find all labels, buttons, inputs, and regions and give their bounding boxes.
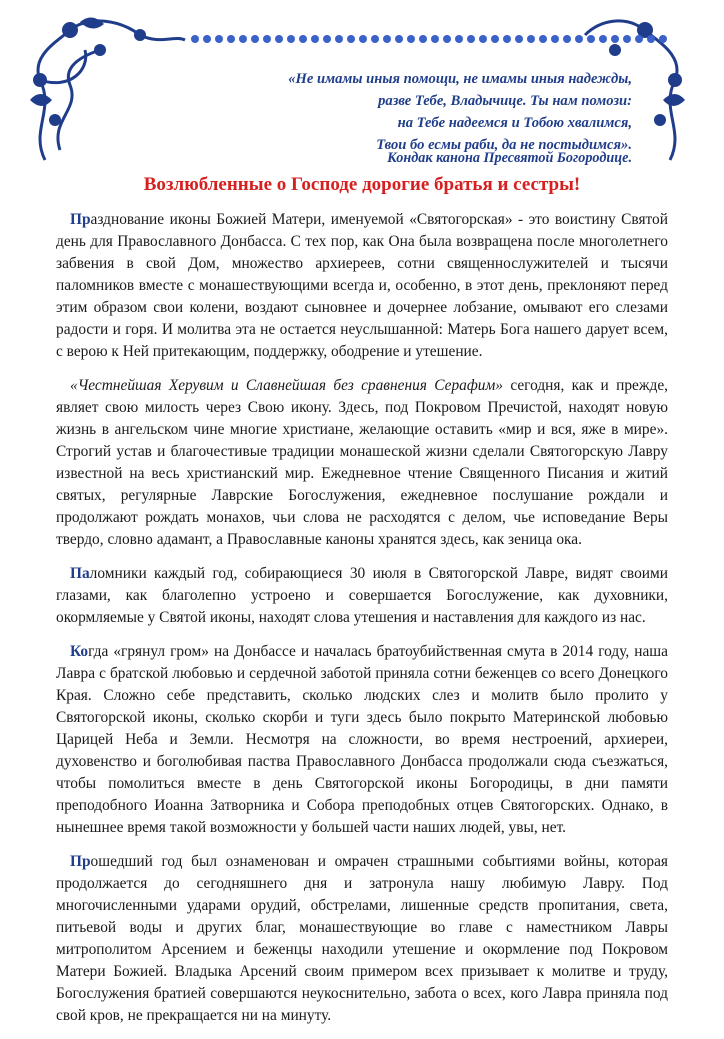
epigraph-line: Твои бо есмы раби, да не постыдимся».	[376, 137, 632, 153]
paragraph-text: ломники каждый год, собирающиеся 30 июля в Святогорской Лавре, видят своими глазами, как благолепно устроено и совершается Богослужение, как духовники, окормляемые у Святой иконы, находят слова утешения и наставления для каждого из нас.	[56, 565, 668, 626]
paragraph	[56, 375, 668, 551]
paragraph	[56, 209, 668, 363]
paragraph-lead: Ко	[70, 643, 89, 660]
greeting-heading: Возлюбленные о Господе дорогие братья и сестры!	[143, 174, 581, 195]
paragraph-text: ошедший год был ознаменован и омрачен страшными событиями войны, которая продолжается до сегодняшнего дня и затронула нашу любимую Лавру. Под многочисленными ударами орудий, обстрелами, лишенные средств пропитания, света, питьевой воды и других благ, монашествующие во главе с наместником Лавры митрополитом Арсением и беженцы находили утешение и окормление под Покровом Матери Божией. Владыка Арсений своим примером всех призывает к молитве и труду, Богослужения братией совершаются неукоснительно, забота о всех, кого Лавра приняла под свой кров, не прекращается ни на минуту.	[56, 853, 668, 1024]
pearl-border	[190, 32, 690, 46]
epigraph-line: «Не имамы иныя помощи, не имамы иныя надежды,	[288, 71, 632, 87]
epigraph-line: разве Тебе, Владычице. Ты нам помози:	[378, 93, 632, 109]
paragraph	[56, 641, 668, 839]
epigraph	[288, 68, 632, 156]
paragraph-text: азднование иконы Божией Матери, именуемой «Святогорская» - это воистину Святой день для Православного Донбасса. С тех пор, как Она была возвращена после многолетнего забвения в свой Дом, множество архиереев, сотни священнослужителей и тысячи паломников вместе с монашествующими всегда и, особенно, в этот день, преклоняют перед этим образом свои колени, воздают сыновнее и дочернее лобзание, омывают его слезами радости и горя. И молитва эта не остается неуслышанной: Матерь Бога нашего дарует всем, с верою к Ней притекающим, поддержку, ободрение и утешение.	[56, 211, 668, 360]
paragraph-lead: Па	[70, 565, 90, 582]
letter-body	[56, 209, 668, 1039]
paragraph	[56, 851, 668, 1027]
epigraph-source: Кондак канона Пресвятой Богородице.	[387, 150, 632, 166]
paragraph-italic-lead: «Честнейшая Херувим и Славнейшая без сравнения Серафим»	[70, 377, 503, 394]
paragraph	[56, 563, 668, 629]
paragraph-text: гда «грянул гром» на Донбассе и началась братоубийственная смута в 2014 году, наша Лавра с братской любовью и сердечной заботой приняла сотни беженцев со всего Донецкого Края. Сложно себе представить, сколько людских слез и молитв было пролито у Святогорской иконы, сколько скорби и туги здесь было покрыто Материнской любовью Царицей Неба и Земли. Несмотря на сложности, во время нестроений, архиереи, духовенство и боголюбивая паства Православного Донбасса продолжали сюда съезжаться, чтобы помолиться вместе в день Святогорской иконы Богородицы, в дни памяти преподобного Иоанна Затворника и Собора преподобных отцев Святогорских. Однако, в нынешнее время такой возможности у большей части наших людей, увы, нет.	[56, 643, 668, 836]
paragraph-text: сегодня, как и прежде, являет свою милость через Свою икону. Здесь, под Покровом Пречистой, находят новую жизнь в ангельском чине многие христиане, желающие оставить «мир и вся, яже в мире». Строгий устав и благочестивые традиции монашеской жизни сделали Святогорскую Лавру известной на весь христианский мир. Ежедневное чтение Священного Писания и житий святых, регулярные Лаврские Богослужения, ежедневное послушание рождали и продолжают рождать монахов, чьи слова не расходятся с делом, чье исповедание Веры твердо, словно адамант, а Православные каноны хранятся здесь, как зеница ока.	[56, 377, 668, 548]
paragraph-lead: Пр	[70, 211, 91, 228]
epigraph-line: на Тебе надеемся и Тобою хвалимся,	[397, 115, 632, 131]
paragraph-lead: Пр	[70, 853, 91, 870]
